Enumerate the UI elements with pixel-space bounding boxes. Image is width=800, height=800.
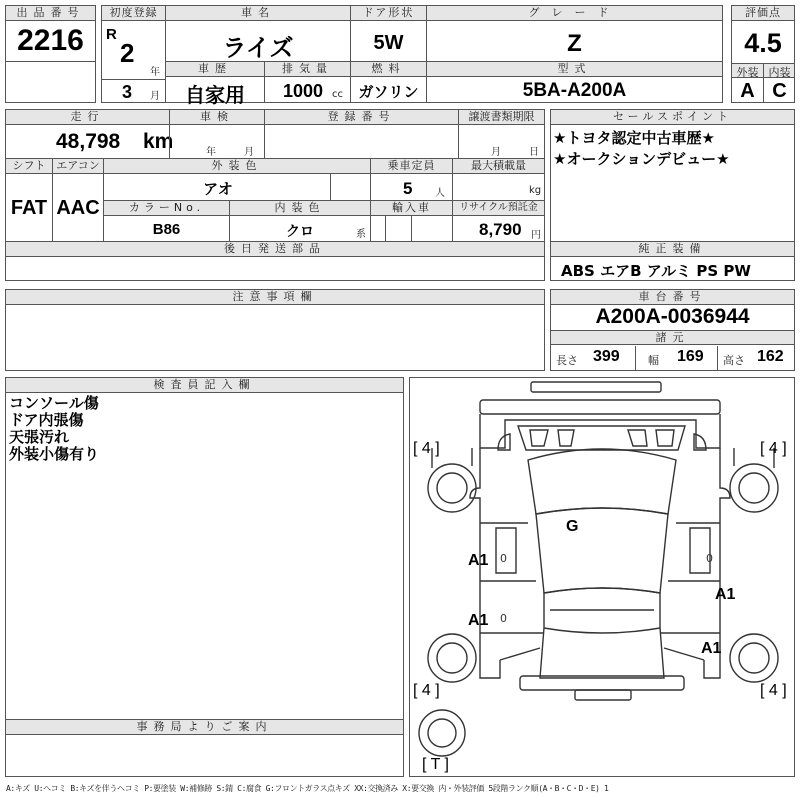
caution-label: 注意事項欄 bbox=[6, 290, 544, 305]
grade-label: グレード bbox=[427, 6, 722, 21]
tire-front-right: [ 4 ] bbox=[760, 440, 787, 457]
history-label: 車歴 bbox=[166, 62, 264, 77]
car-diagram bbox=[409, 377, 795, 777]
office-label: 事務局よりご案内 bbox=[6, 720, 403, 735]
registration-number-box bbox=[264, 109, 459, 159]
exterior-color-value: アオ bbox=[203, 180, 233, 198]
equipment-box bbox=[550, 241, 795, 281]
car-outline bbox=[410, 378, 796, 778]
tire-rear-left: [ 4 ] bbox=[413, 682, 440, 699]
registration-year: 2 bbox=[120, 38, 135, 68]
color-number-box bbox=[103, 200, 230, 242]
inspection-year-unit: 年 bbox=[206, 147, 216, 158]
chassis-value: A200A-0036944 bbox=[595, 305, 750, 328]
exterior-color-label: 外装色 bbox=[104, 159, 370, 174]
lot-number-label: 出品番号 bbox=[6, 6, 95, 21]
mark-right-rear-door: A1 bbox=[701, 640, 722, 657]
inspector-note: 天張汚れ bbox=[9, 428, 70, 446]
interior-score-label: 内装 bbox=[768, 66, 791, 79]
registration-era: R bbox=[106, 26, 117, 43]
shift-value: FAT bbox=[10, 197, 48, 219]
color-number-label: カラーNo. bbox=[104, 201, 229, 216]
fuel-label: 燃料 bbox=[351, 62, 426, 77]
import-label: 輸入車 bbox=[371, 201, 452, 216]
inspector-note: ドア内張傷 bbox=[9, 411, 84, 429]
exterior-score: A bbox=[740, 80, 755, 102]
mark-zero: 0 bbox=[500, 552, 507, 565]
grade-box bbox=[426, 5, 723, 62]
tire-front-left: [ 4 ] bbox=[413, 440, 440, 457]
displacement-box bbox=[264, 61, 351, 103]
mark-right-front-door: A1 bbox=[715, 586, 736, 603]
mileage-box bbox=[5, 109, 174, 159]
dimensions-label: 諸元 bbox=[551, 330, 794, 345]
shift-label: シフト bbox=[6, 159, 52, 174]
interior-color-suffix: 系 bbox=[356, 229, 366, 240]
width-value: 169 bbox=[677, 348, 704, 365]
exterior-color-box bbox=[103, 158, 371, 201]
fuel-value: ガソリン bbox=[358, 83, 419, 101]
model-label: 型式 bbox=[427, 62, 722, 77]
height-value: 162 bbox=[757, 348, 784, 365]
aircon-box bbox=[52, 158, 104, 242]
sales-points-box bbox=[550, 109, 795, 242]
mark-left-rear-door: A1 bbox=[468, 612, 489, 629]
mark-roof: G bbox=[566, 518, 579, 535]
chassis-box bbox=[550, 289, 795, 371]
width-label: 幅 bbox=[648, 354, 659, 367]
max-load-unit: kg bbox=[529, 185, 542, 196]
car-name-value: ライズ bbox=[222, 35, 294, 62]
office-box bbox=[5, 719, 404, 777]
shift-box bbox=[5, 158, 53, 242]
max-load-label: 最大積載量 bbox=[453, 159, 544, 174]
color-number-value: B86 bbox=[152, 221, 181, 238]
chassis-label: 車台番号 bbox=[551, 290, 794, 305]
grade-value: Z bbox=[567, 30, 582, 57]
displacement-label: 排気量 bbox=[265, 62, 350, 77]
equipment-value: ABS エアB アルミ PS PW bbox=[561, 262, 751, 280]
transfer-day-unit: 日 bbox=[529, 147, 539, 158]
capacity-label: 乗車定員 bbox=[371, 159, 452, 174]
transfer-month-unit: 月 bbox=[491, 147, 501, 158]
first-registration-box bbox=[101, 5, 166, 103]
displacement-value: 1000 bbox=[283, 81, 324, 101]
capacity-value: 5 bbox=[403, 179, 413, 198]
inspector-note: 外装小傷有り bbox=[9, 445, 100, 463]
inspector-label: 検査員記入欄 bbox=[6, 378, 403, 393]
aircon-label: エアコン bbox=[53, 159, 103, 174]
registration-month: 3 bbox=[122, 82, 133, 102]
recycle-box bbox=[452, 200, 545, 242]
inspector-box bbox=[5, 377, 404, 720]
registration-month-unit: 月 bbox=[150, 91, 160, 102]
exterior-score-label: 外装 bbox=[736, 66, 759, 79]
sales-points-list bbox=[553, 128, 730, 170]
mileage-unit: km bbox=[143, 130, 174, 153]
score-box bbox=[731, 5, 795, 103]
interior-color-value: クロ bbox=[286, 224, 314, 240]
inspection-box bbox=[169, 109, 265, 159]
history-value: 自家用 bbox=[185, 83, 245, 107]
later-parts-box bbox=[5, 241, 545, 281]
mark-zero: 0 bbox=[500, 612, 507, 625]
interior-color-box bbox=[229, 200, 371, 242]
mileage-label: 走行 bbox=[6, 110, 169, 125]
history-box bbox=[165, 61, 265, 107]
max-load-box bbox=[452, 158, 545, 201]
recycle-label: リサイクル預託金 bbox=[453, 201, 544, 216]
recycle-value: 8,790 bbox=[479, 220, 522, 239]
model-box bbox=[426, 61, 723, 103]
car-name-label: 車名 bbox=[166, 6, 350, 21]
car-name-box bbox=[165, 5, 351, 62]
legend-text: A:キズ U:ヘコミ B:キズを伴うヘコミ P:要塗装 W:補修跡 S:錆 C:腐食 G:フロントガラス点キズ XX:交換済み X:要交換 内・外装評価 5段階ランク順(A・B・C・D・E) 1 bbox=[6, 784, 609, 793]
mark-left-front-door: A1 bbox=[468, 552, 489, 569]
equipment-label: 純正装備 bbox=[551, 242, 794, 257]
lot-number-box bbox=[5, 5, 96, 62]
door-label: ドア形状 bbox=[351, 6, 426, 21]
inspector-notes bbox=[9, 395, 99, 463]
sales-point-item: ★オークションデビュー★ bbox=[553, 150, 730, 168]
recycle-unit: 円 bbox=[531, 230, 541, 241]
registration-year-unit: 年 bbox=[150, 67, 160, 78]
sales-point-item: ★トヨタ認定中古車歴★ bbox=[553, 129, 715, 147]
door-box bbox=[350, 5, 427, 62]
height-label: 高さ bbox=[723, 354, 745, 367]
mark-zero: 0 bbox=[706, 552, 713, 565]
caution-box bbox=[5, 289, 545, 371]
first-registration-label: 初度登録 bbox=[102, 6, 165, 21]
score-label: 評価点 bbox=[732, 6, 794, 21]
length-label: 長さ bbox=[556, 354, 578, 367]
lot-blank-box bbox=[5, 61, 96, 103]
inspection-label: 車検 bbox=[170, 110, 264, 125]
sales-points-label: セールスポイント bbox=[551, 110, 794, 125]
capacity-unit: 人 bbox=[435, 188, 445, 199]
displacement-unit: cc bbox=[332, 89, 343, 100]
capacity-box bbox=[370, 158, 453, 201]
mileage-value: 48,798 bbox=[56, 130, 121, 153]
transfer-deadline-box bbox=[458, 109, 545, 159]
aircon-value: AAC bbox=[56, 197, 100, 219]
later-parts-label: 後日発送部品 bbox=[6, 242, 544, 257]
inspector-note: コンソール傷 bbox=[9, 394, 99, 412]
score-value: 4.5 bbox=[744, 28, 782, 58]
import-box bbox=[370, 200, 453, 242]
tire-rear-right: [ 4 ] bbox=[760, 682, 787, 699]
registration-number-label: 登録番号 bbox=[265, 110, 458, 125]
inspection-month-unit: 月 bbox=[244, 147, 254, 158]
length-value: 399 bbox=[593, 348, 620, 365]
transfer-deadline-label: 譲渡書類期限 bbox=[459, 110, 544, 125]
door-value: 5W bbox=[373, 32, 404, 54]
spare-tire: [ T ] bbox=[422, 756, 449, 773]
interior-color-label: 内装色 bbox=[230, 201, 370, 216]
interior-score: C bbox=[772, 80, 787, 102]
model-value: 5BA-A200A bbox=[522, 80, 627, 101]
lot-number-value: 2216 bbox=[17, 24, 84, 57]
fuel-box bbox=[350, 61, 427, 103]
